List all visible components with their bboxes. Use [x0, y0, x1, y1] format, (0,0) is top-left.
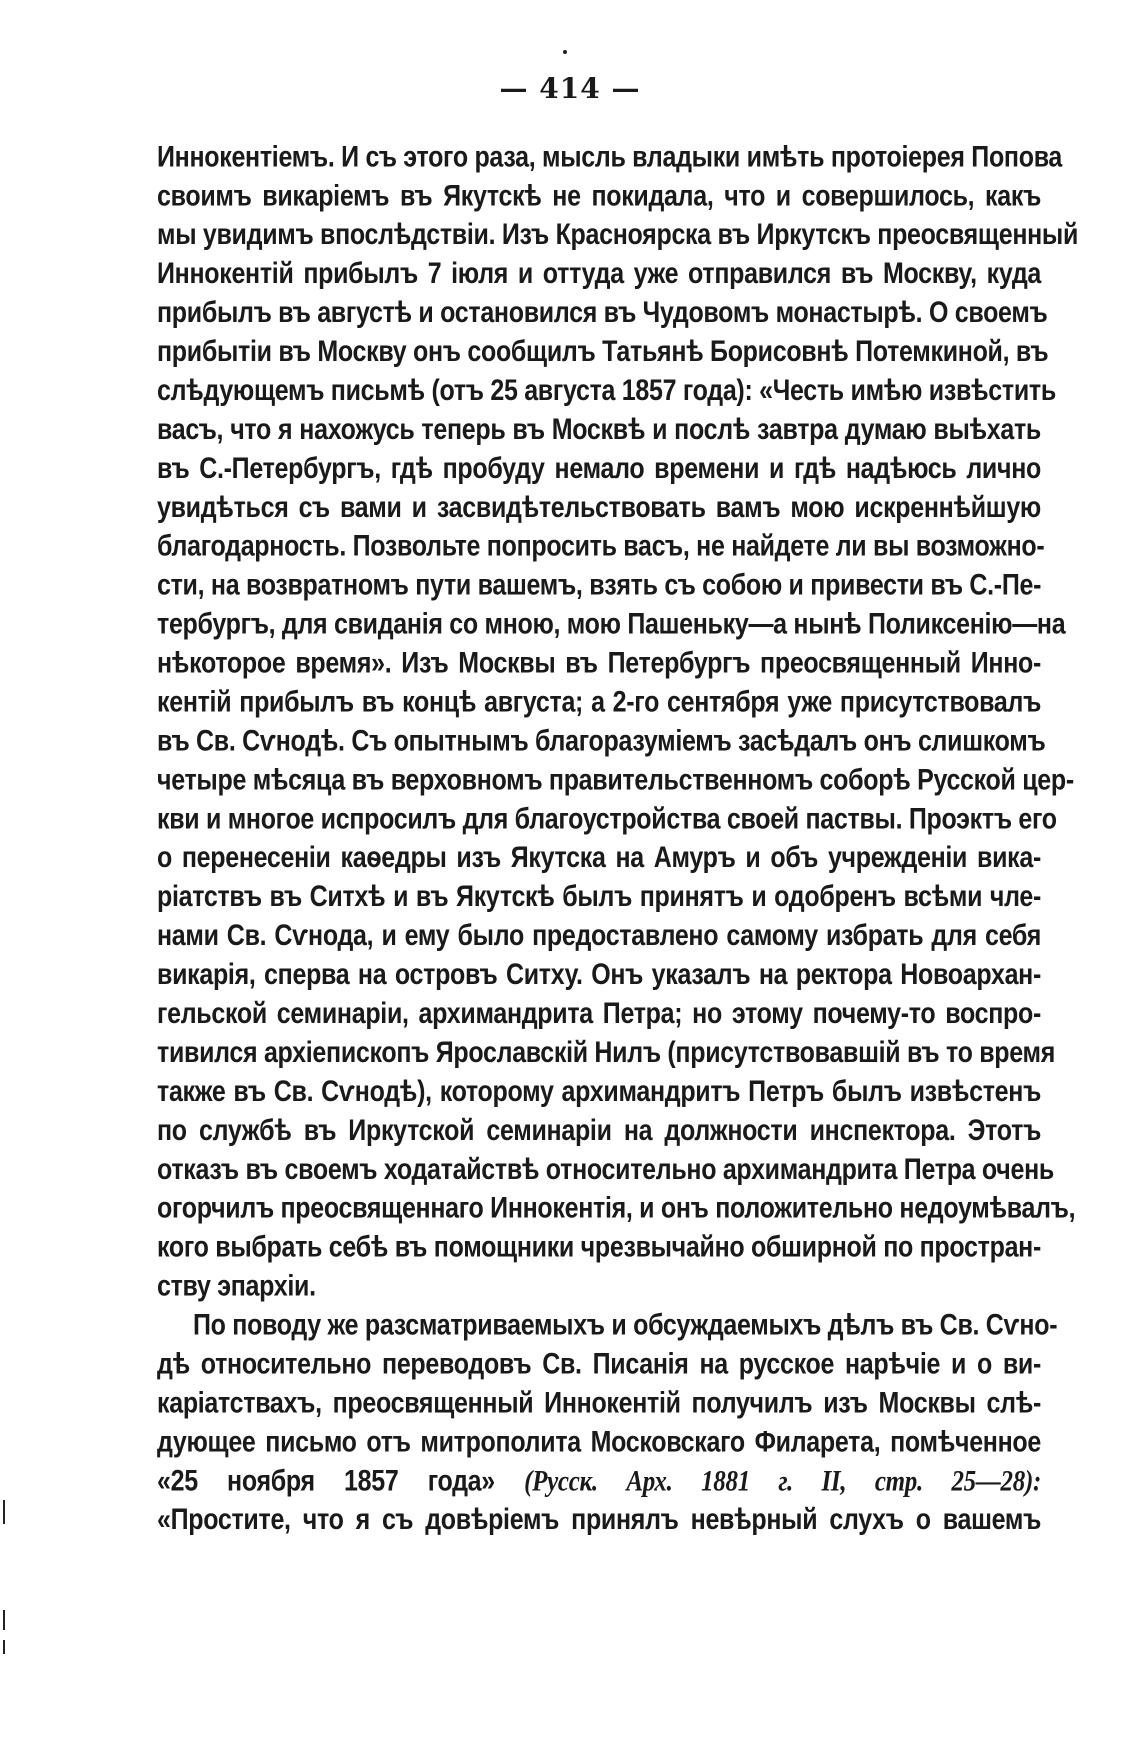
quoted-date: «25 ноября 1857 года»: [157, 1464, 525, 1498]
text-line: увидѣться съ вами и засвидѣтельствовать вамъ мою искреннѣйшую: [157, 490, 1041, 524]
text-line: въ С.-Петербургъ, гдѣ пробуду немало времени и гдѣ надѣюсь лично: [157, 451, 1041, 485]
text-line: Иннокентіемъ. И съ этого раза, мысль владыки имѣть протоіерея Попова: [157, 140, 1063, 174]
text-line: также въ Св. Сѵнодѣ), которому архимандритъ Петръ былъ извѣстенъ: [157, 1074, 1041, 1108]
body-text: [157, 138, 1079, 1540]
text-line: Иннокентій прибылъ 7 іюля и оттуда уже отправился въ Москву, куда: [157, 257, 1041, 291]
text-line: сти, на возвратномъ пути вашемъ, взять съ собою и привести въ С.-Пе-: [157, 568, 1042, 602]
text-line: отказъ въ своемъ ходатайствѣ относительно архимандрита Петра очень: [157, 1152, 1054, 1186]
scan-speck: [563, 50, 567, 54]
text-line: «Простите, что я съ довѣріемъ принялъ невѣрный слухъ о вашемъ: [157, 1503, 1041, 1537]
text-line: огорчилъ преосвященнаго Иннокентія, и онъ положительно недоумѣвалъ,: [157, 1191, 1076, 1225]
text-line: тербургъ, для свиданія со мною, мою Пашеньку—а нынѣ Поликсенію—на: [157, 607, 1066, 641]
text-line: каріатствахъ, преосвященный Иннокентій получилъ изъ Москвы слѣ-: [157, 1386, 1041, 1420]
text-line: дѣ относительно переводовъ Св. Писанія на русское нарѣчіе и о ви-: [157, 1347, 1041, 1381]
text-line: кентій прибылъ въ концѣ августа; а 2-го сентября уже присутствовалъ: [157, 685, 1041, 719]
paragraph-1: [157, 138, 1079, 1306]
source-reference: (Русск. Арх. 1881 г. II, стр. 25—28):: [524, 1465, 1042, 1498]
scan-artifact: [3, 1640, 5, 1654]
text-line: васъ, что я нахожусь теперь въ Москвѣ и послѣ завтра думаю выѣхать: [157, 412, 1041, 446]
text-line: слѣдующемъ письмѣ (отъ 25 августа 1857 года): «Честь имѣю извѣстить: [157, 374, 1056, 408]
text-line: ству эпархіи.: [157, 1269, 316, 1303]
text-line: въ Св. Сѵнодѣ. Съ опытнымъ благоразуміемъ засѣдалъ онъ слишкомъ: [157, 724, 1046, 758]
text-line: нами Св. Сѵнода, и ему было предоставлено самому избрать для себя: [157, 919, 1041, 953]
text-line: о перенесеніи каѳедры изъ Якутска на Амуръ и объ учрежденіи вика-: [157, 841, 1041, 875]
text-line: прибытіи въ Москву онъ сообщилъ Татьянѣ Борисовнѣ Потемкиной, въ: [157, 335, 1049, 369]
text-line: благодарность. Позвольте попросить васъ, не найдете ли вы возможно-: [157, 529, 1045, 563]
text-line: кви и многое испросилъ для благоустройства своей паствы. Проэктъ его: [157, 802, 1057, 836]
page-number: — 414 —: [499, 72, 641, 105]
text-line: викарія, сперва на островъ Ситху. Онъ указалъ на ректора Новоархан-: [157, 958, 1041, 992]
text-line: мы увидимъ впослѣдствіи. Изъ Красноярска въ Иркутскъ преосвященный: [157, 218, 1079, 252]
text-line: дующее письмо отъ митрополита Московскаго Филарета, помѣченное: [157, 1425, 1041, 1459]
scan-artifact: [3, 1500, 5, 1524]
text-line: нѣкоторое время». Изъ Москвы въ Петербургъ преосвященный Инно-: [157, 646, 1041, 680]
text-line: четыре мѣсяца въ верховномъ правительственномъ соборѣ Русской цер-: [157, 763, 1074, 797]
scan-artifact: [3, 1610, 5, 1630]
paragraph-2: [157, 1306, 1058, 1540]
text-line: тивился архіепископъ Ярославскій Нилъ (присутствовавшій въ то время: [157, 1035, 1056, 1070]
text-line: по службѣ въ Иркутской семинаріи на должности инспектора. Этотъ: [157, 1113, 1041, 1147]
text-line-with-reference: [157, 1462, 1041, 1501]
text-line: гельской семинаріи, архимандрита Петра; но этому почему-то воспро-: [157, 997, 1041, 1031]
text-line: кого выбрать себѣ въ помощники чрезвычайно обширной по простран-: [157, 1230, 1041, 1264]
text-line: своимъ викаріемъ въ Якутскѣ не покидала, что и совершилось, какъ: [157, 179, 1041, 213]
text-line: ріатствъ въ Ситхѣ и въ Якутскѣ былъ принятъ и одобренъ всѣми чле-: [157, 880, 1041, 914]
text-line: По поводу же разсматриваемыхъ и обсуждаемыхъ дѣлъ въ Св. Сѵно-: [193, 1308, 1058, 1342]
text-line: прибылъ въ августѣ и остановился въ Чудовомъ монастырѣ. О своемъ: [157, 296, 1048, 330]
